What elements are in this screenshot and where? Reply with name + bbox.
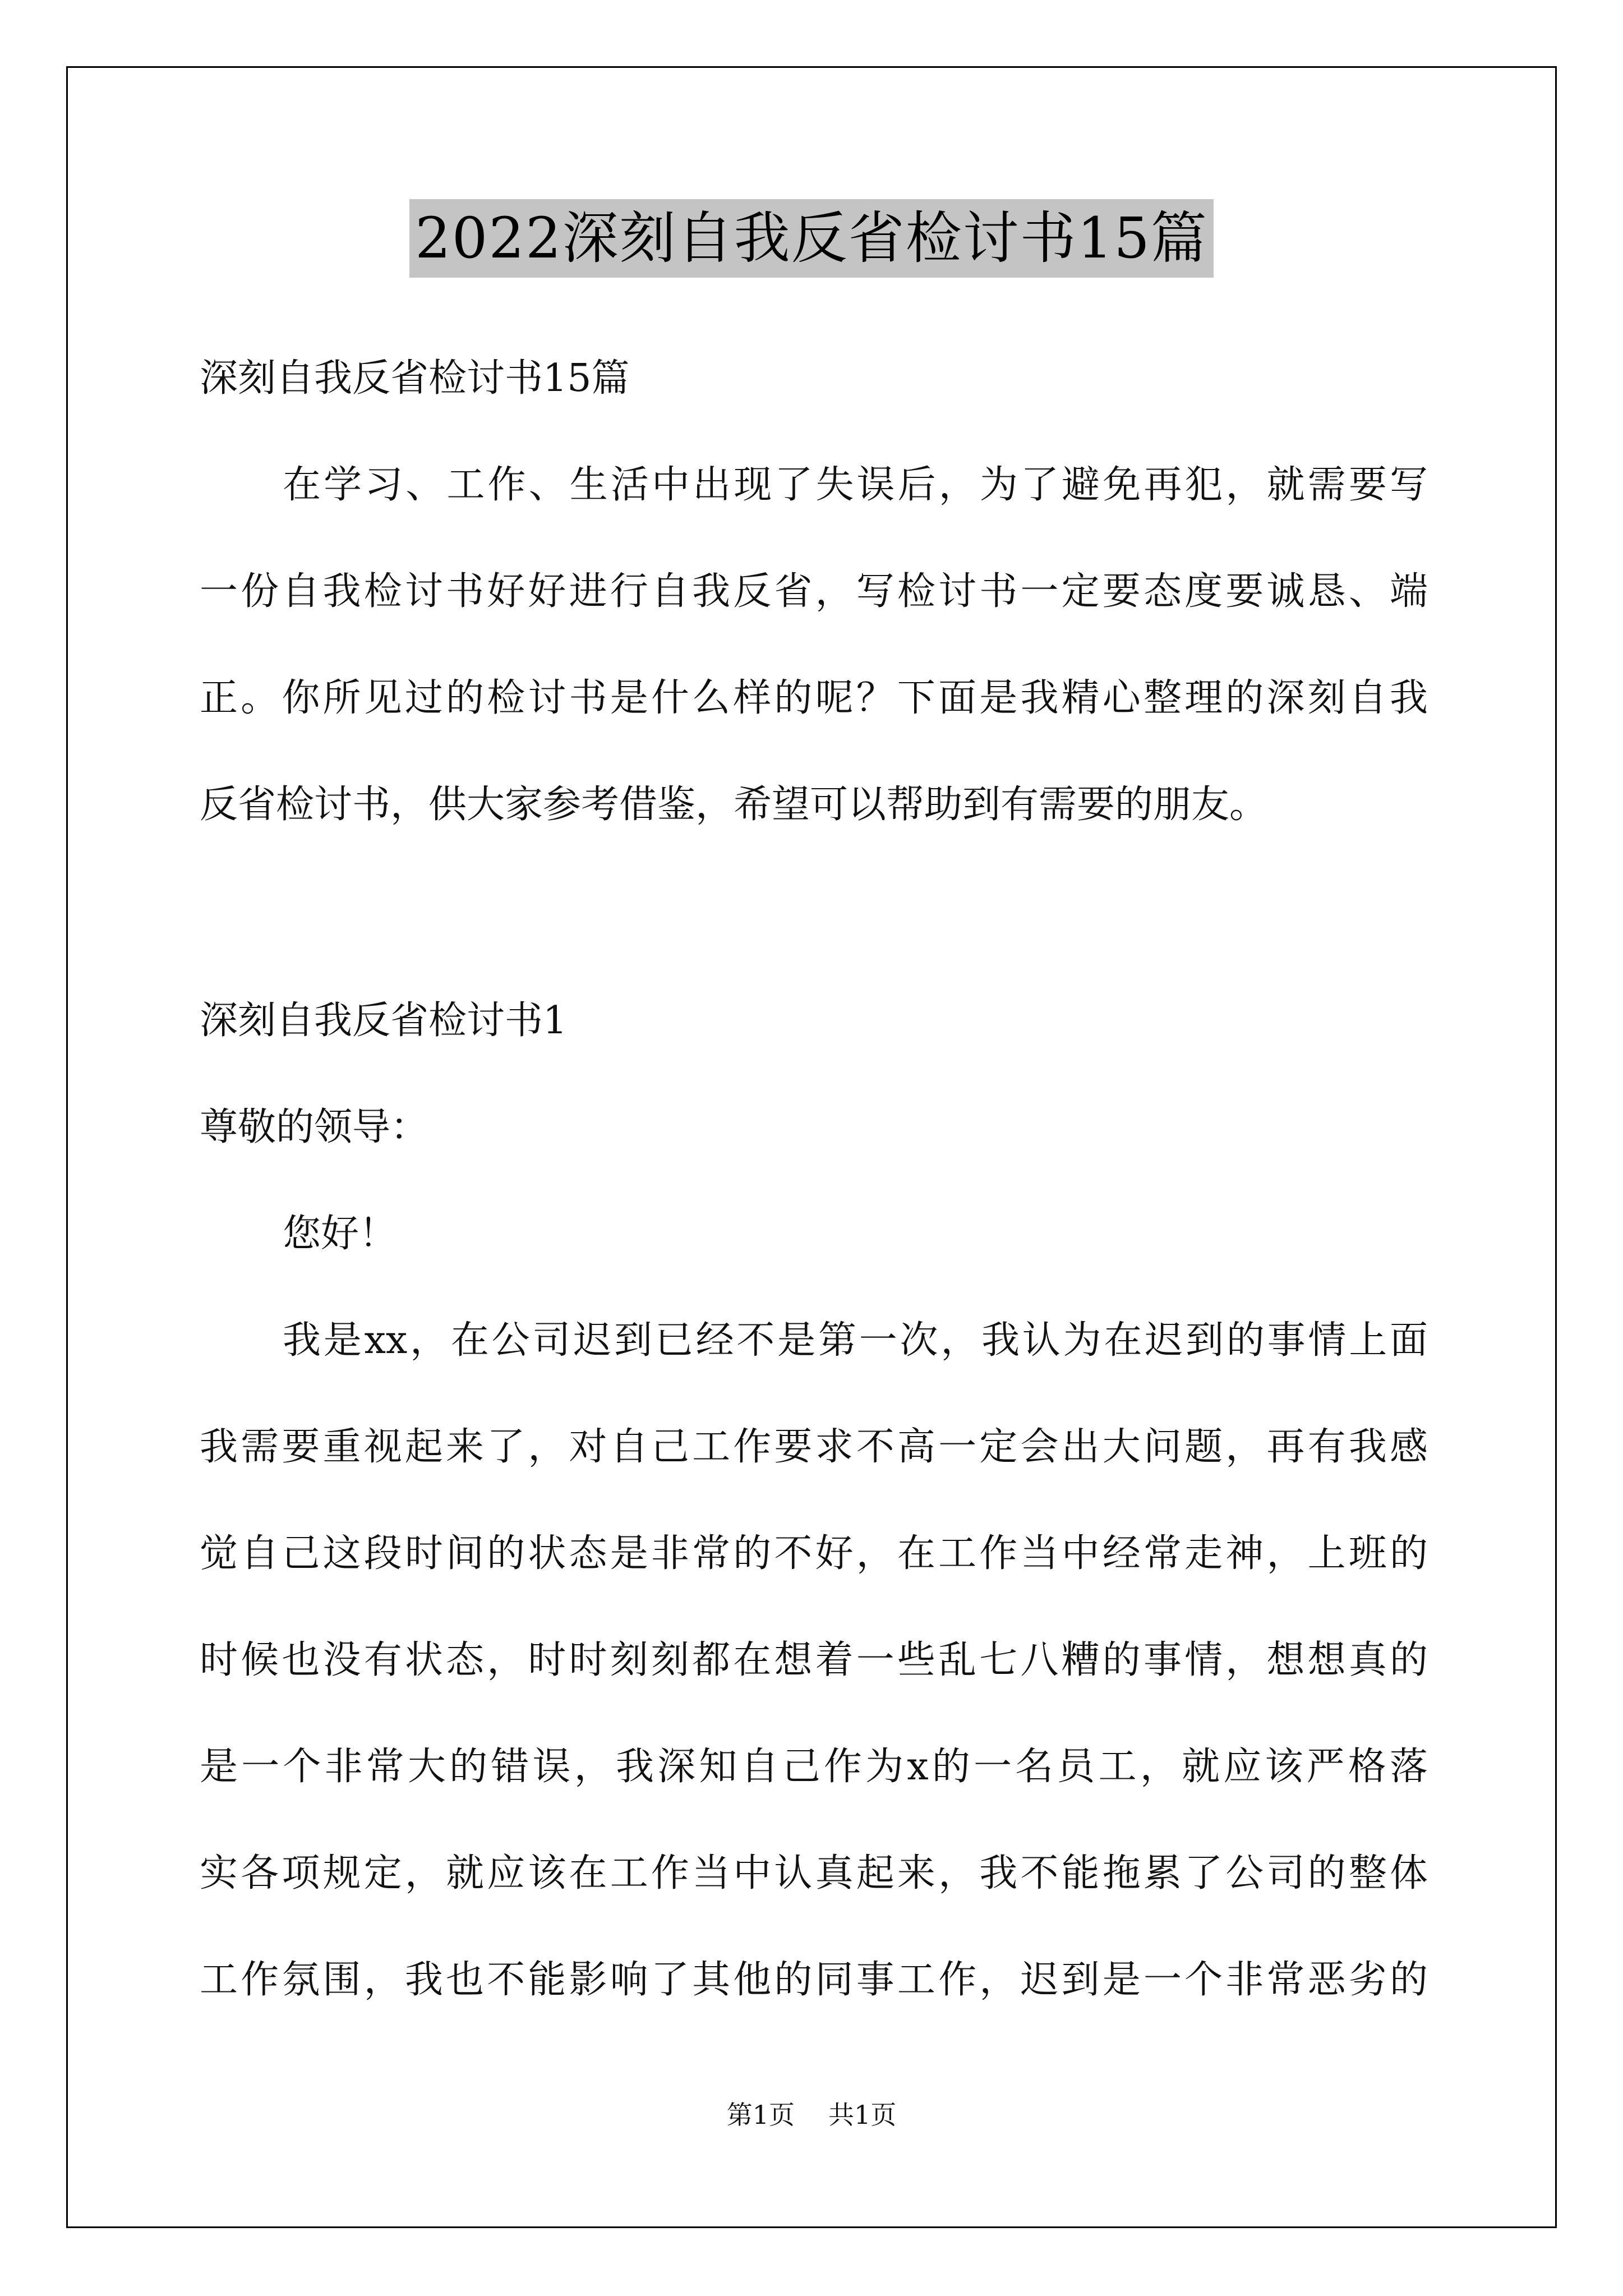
body-line-4: 时候也没有状态，时时刻刻都在想着一些乱七八糟的事情，想想真的: [200, 1638, 1428, 1682]
document-title: 2022深刻自我反省检讨书15篇: [409, 199, 1214, 278]
document-subtitle: 深刻自我反省检讨书15篇: [200, 356, 630, 401]
body-line-5: 是一个非常大的错误，我深知自己作为x的一名员工，就应该严格落: [200, 1745, 1428, 1789]
intro-line-1: 在学习、工作、生活中出现了失误后，为了避免再犯，就需要写: [283, 463, 1428, 507]
page-total: 共1页: [828, 2100, 897, 2130]
body-line-6: 实各项规定，就应该在工作当中认真起来，我不能拖累了公司的整体: [200, 1851, 1428, 1895]
section-title: 深刻自我反省检讨书1: [200, 999, 568, 1043]
page-footer: [0, 2098, 1623, 2132]
page-number: 第1页: [726, 2100, 795, 2130]
greeting: 您好！: [283, 1212, 398, 1256]
body-line-3: 觉自己这段时间的状态是非常的不好，在工作当中经常走神，上班的: [200, 1531, 1428, 1576]
body-line-1: 我是xx，在公司迟到已经不是第一次，我认为在迟到的事情上面: [283, 1318, 1428, 1363]
intro-line-2: 一份自我检讨书好好进行自我反省，写检讨书一定要态度要诚恳、端: [200, 569, 1428, 614]
intro-line-3: 正。你所见过的检讨书是什么样的呢？下面是我精心整理的深刻自我: [200, 676, 1428, 720]
salutation: 尊敬的领导：: [200, 1105, 429, 1149]
intro-line-4: 反省检讨书，供大家参考借鉴，希望可以帮助到有需要的朋友。: [200, 783, 1268, 827]
title-container: [0, 199, 1623, 278]
body-line-7: 工作氛围，我也不能影响了其他的同事工作，迟到是一个非常恶劣的: [200, 1958, 1428, 2002]
body-line-2: 我需要重视起来了，对自己工作要求不高一定会出大问题，再有我感: [200, 1425, 1428, 1469]
